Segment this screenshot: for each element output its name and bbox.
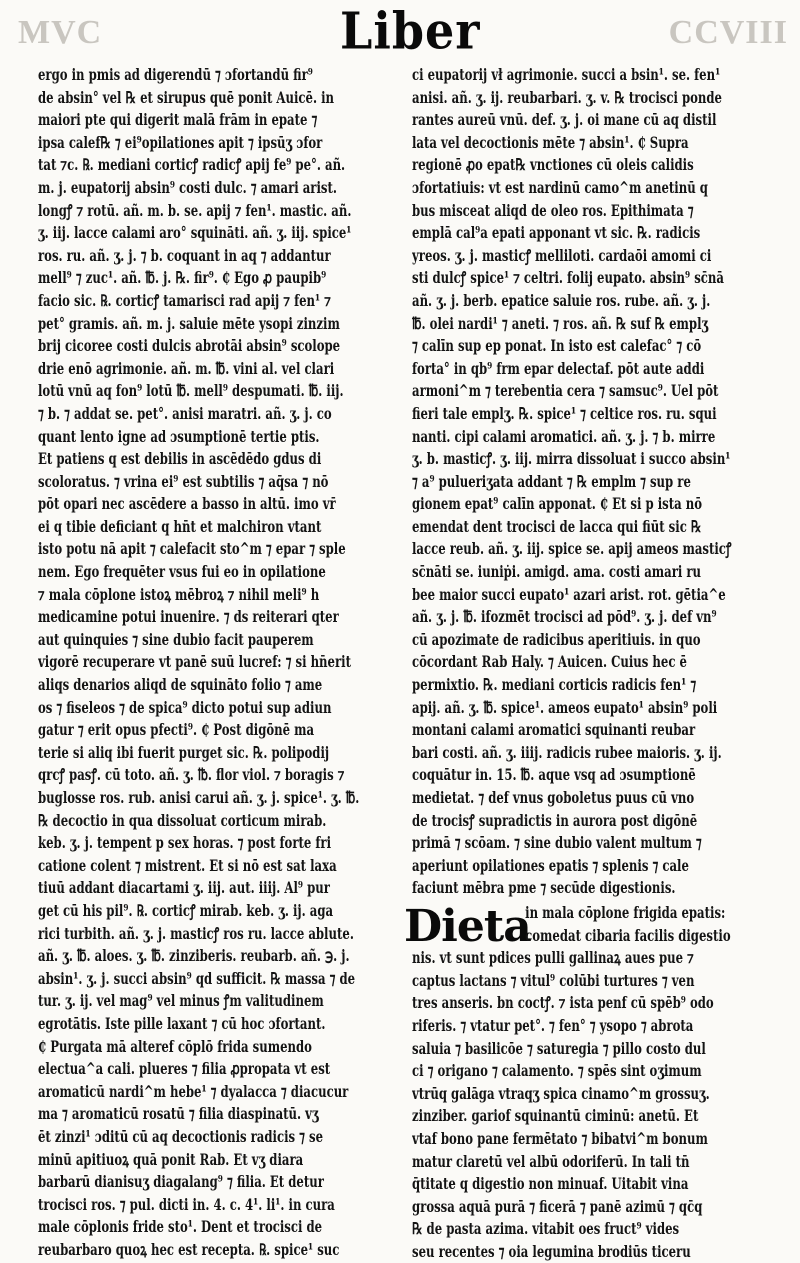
text-line: quant lento igne ad ɔsumptionē tertie ptis. <box>38 426 320 446</box>
text-line: maiori pte qui digerit malā frām in epate ⁊ <box>38 110 318 130</box>
text-line: ⁊ a⁹ pulueriʒata addant ⁊ ℞ emplm ⁊ sup re <box>412 471 691 491</box>
text-line: bee maior succi eupato¹ azari arist. rot. gētia^e <box>412 584 726 604</box>
text-line: minū apitiuoꝝ quā ponit Rab. Et vʒ diara <box>38 1149 304 1169</box>
text-line: medietat. ⁊ def vnus goboletus puus cū vno <box>412 788 695 807</box>
text-line: tat ⁊c. ℞. mediani corticꝭ radicꝭ apij fe⁹ pe°. añ. <box>38 155 346 175</box>
text-line: ɔfortatiuis: vt est nardinū camo^m anetinū q <box>412 177 708 197</box>
text-line: añ. ʒ. j. berb. epatice saluie ros. rube. añ. ʒ. j. <box>412 290 711 310</box>
text-line: armoni^m ⁊ terebentia cera ⁊ samsuc⁹. Uel pōt <box>412 381 719 401</box>
text-line: catione colent ⁊ mistrent. Et si nō est sat laxa <box>38 855 337 875</box>
text-line: fieri tale emplʒ. ℞. spice¹ ⁊ celtice ros. ru. squi <box>412 403 717 423</box>
text-line <box>412 925 774 948</box>
text-line: tres anseris. bn coctꝭ. ⁊ ista penf cū spēb⁹ odo <box>412 993 714 1013</box>
text-line: ʒ. b. masticꝭ. ʒ. iij. mirra dissoluat i succo absin¹ <box>412 449 731 469</box>
text-line: sc̄nāti se. iuniṗi. amigd. ama. costi amari ru <box>412 562 702 582</box>
text-line: añ. ʒ. j. ℔. ifozmēt trocisci ad pōd⁹. ʒ. j. def vn⁹ <box>412 607 717 627</box>
dieta-section <box>404 900 774 1263</box>
text-line: keb. ʒ. j. tempent p sex horas. ⁊ post forte fri <box>38 833 332 853</box>
text-line: longꝭ ⁊ rotū. añ. m. b. se. apij ⁊ fen¹. mastic. añ. <box>38 200 352 220</box>
text-line: ergo in pmis ad digerendū ⁊ ɔfortandū fir⁹ <box>38 65 313 84</box>
text-line: captus lactans ⁊ vitul⁹ colūbi turtures ⁊ ven <box>412 970 695 990</box>
text-line: seu recentes ⁊ oia legumina brodiūs ticeru <box>412 1241 691 1261</box>
text-line: nem. Ego frequēter vsus fui eo in opilatione <box>38 562 326 582</box>
text-line: tur. ʒ. ij. vel mag⁹ vel minus ꝭm valitudinem <box>38 991 324 1011</box>
text-line: medicamine potui inuenire. ⁊ ds reiterari qter <box>38 607 339 627</box>
text-line: grossa aquā purā ⁊ ficerā ⁊ panē azimū ⁊ qc̄q <box>412 1196 703 1216</box>
right-column-body <box>412 64 774 900</box>
text-line: vtrūq galāga vtraqʒ spica cinamo^m grossuʒ. <box>412 1083 710 1103</box>
text-line: facio sic. ℞. corticꝭ tamarisci rad apij ⁊ fen¹ ⁊ <box>38 290 331 310</box>
text-line: egrotātis. Iste pille laxant ⁊ cū hoc ɔfortant. <box>38 1013 326 1033</box>
text-line: coquātur in. 15. ℔. aque vsq ad ɔsumptionē <box>412 765 696 785</box>
text-line: saluia ⁊ basilicōe ⁊ saturegia ⁊ pillo costo dul <box>412 1038 706 1058</box>
left-text-column <box>38 64 398 1261</box>
text-line: permixtio. ℞. mediani corticis radicis fen¹ ⁊ <box>412 675 697 695</box>
text-line: lotū vnū aq fon⁹ lotū ℔. mell⁹ despumati. ℔. iij. <box>38 381 344 401</box>
text-line: barbarū dianisuʒ diagalang⁹ ⁊ filia. Et detur <box>38 1172 324 1192</box>
text-line: pet° gramis. añ. m. j. saluie mēte ysopi zinzim <box>38 313 340 333</box>
text-line: rici turbith. añ. ʒ. j. masticꝭ ros ru. lacce ablute. <box>38 923 354 943</box>
text-line: isto potu nā apit ⁊ calefacit sto^m ⁊ epar ⁊ sple <box>38 539 346 559</box>
text-line: gatur ⁊ erit opus pfecti⁹. ₵ Post digōnē ma <box>38 720 315 740</box>
text-line: bari costi. añ. ʒ. iiij. radicis rubee maioris. ʒ. ij. <box>412 742 722 762</box>
text-line: riferis. ⁊ vtatur pet°. ⁊ fen° ⁊ ysopo ⁊ abrota <box>412 1015 694 1035</box>
text-line: reubarbaro quoꝝ hec est recepta. ℞. spice¹ suc <box>38 1239 340 1259</box>
text-line: rantes aureū vnū. def. ʒ. j. oi mane cū aq distil <box>412 110 717 130</box>
text-line: ci ⁊ origano ⁊ calamento. ⁊ spēs sint oʒimum <box>412 1061 702 1081</box>
text-line: qrcꝭ pasꝭ. cū toto. añ. ʒ. ℔. flor viol. ⁊ boragis ⁊ <box>38 765 345 785</box>
text-line: anisi. añ. ʒ. ij. reubarbari. ʒ. v. ℞ trocisci ponde <box>412 87 722 107</box>
text-line: aut quinquies ⁊ sine dubio facit pauperem <box>38 629 314 649</box>
text-line: trocisci ros. ⁊ pul. dicti in. 4. c. 4¹. li¹. in cura <box>38 1194 335 1214</box>
text-line: de trocisꝭ supradictis in aurora post digōnē <box>412 810 698 830</box>
right-text-column <box>404 64 774 1263</box>
text-line: ēt zinzi¹ ɔditū cū aq decoctionis radicis ⁊ se <box>38 1126 324 1146</box>
text-line: gionem epat⁹ calīn apponat. ₵ Et si p ista nō <box>412 494 703 514</box>
text-line: primā ⁊ scōam. ⁊ sine dubio valent multum ⁊ <box>412 833 702 853</box>
text-line: sti dulcꝭ spice¹ ⁊ celtri. folij eupato. absin⁹ sc̄nā <box>412 268 724 288</box>
text-line: ⁊ mala cōplone istoꝝ mēbroꝝ ⁊ nihil meli⁹ h <box>38 584 320 604</box>
dieta-initial-heading: Dieta <box>404 900 531 952</box>
text-line: lata vel decoctionis mēte ⁊ absin¹. ₵ Supra <box>412 132 689 152</box>
text-line: q̄titate q digestio non minuaf. Uitabit vina <box>412 1174 689 1194</box>
text-line-content: in mala cōplone frigida epatis: <box>525 902 726 922</box>
text-line: mell⁹ ⁊ zuc¹. añ. ℔. j. ℞. fir⁹. ₵ Ego ꝓ paupib⁹ <box>38 268 327 288</box>
text-line: male cōplonis fride sto¹. Dent et trocisci de <box>38 1217 323 1237</box>
text-line: forta° in qb⁹ frm epar delectaf. pōt aute addi <box>412 358 705 378</box>
text-line: drie enō agrimonie. añ. m. ℔. vini al. vel clari <box>38 358 335 378</box>
text-line: get cū his pil⁹. ℞. corticꝭ mirab. keb. ʒ. ij. aga <box>38 900 334 920</box>
text-line: yreos. ʒ. j. masticꝭ melliloti. cardaōi amomi ci <box>412 245 712 265</box>
text-line: nis. vt sunt pdices pulli gallinaꝝ aues pue ⁊ <box>412 948 694 968</box>
text-line: scoloratus. ⁊ vrina ei⁹ est subtilis ⁊ aq̄sa ⁊ nō <box>38 471 329 491</box>
text-line: emendat dent trocisci de lacca qui fiūt sic ℞ <box>412 516 702 536</box>
text-line: matur claretū vel albū odoriferū. In tali tn̄ <box>412 1151 690 1171</box>
running-head: Liber <box>340 1 481 61</box>
text-line: ⁊ b. ⁊ addat se. pet°. anisi maratri. añ. ʒ. j. co <box>38 403 332 423</box>
text-line: apij. añ. ʒ. ℔. spice¹. ameos eupato¹ absin⁹ poli <box>412 697 718 717</box>
text-line: ʒ. iij. lacce calami aro° squināti. añ. ʒ. iij. spice¹ <box>38 223 352 243</box>
text-line: os ⁊ fiseleos ⁊ de spica⁹ dicto potui sup adiun <box>38 697 332 717</box>
text-line: brij cicoree costi dulcis abrotāi absin⁹ scolope <box>38 336 341 356</box>
text-line: pōt opari nec ascēdere a basso in altū. imo vr̄ <box>38 494 336 514</box>
text-line: faciunt mēbra pme ⁊ secūde digestionis. <box>412 878 676 898</box>
text-line: cū apozimate de radicibus aperitiuis. in quo <box>412 629 701 649</box>
text-line: terie si aliq ibi fuerit purget sic. ℞. polipodij <box>38 742 330 762</box>
text-line: aromaticū nardi^m hebe¹ ⁊ dyalacca ⁊ diacucur <box>38 1081 349 1101</box>
text-line: montani calami aromatici squinanti reubar <box>412 720 696 740</box>
text-line: añ. ʒ. ℔. aloes. ʒ. ℔. zinziberis. reubarb. añ. ℈. j. <box>38 946 350 966</box>
text-line: aliqs denarios aliqd de squināto folio ⁊ ame <box>38 675 323 695</box>
text-line: m. j. eupatorij absin⁹ costi dulc. ⁊ amari arist. <box>38 177 337 197</box>
text-line: ₵ Purgata mā alteref cōplō frida sumendo <box>38 1036 312 1056</box>
text-line: ℔. olei nardi¹ ⁊ aneti. ⁊ ros. añ. ℞ suf ℞ emplʒ <box>412 313 709 333</box>
bleed-through-folio-left: MVC <box>18 14 103 51</box>
text-line: ros. ru. añ. ʒ. j. ⁊ b. coquant in aq ⁊ addantur <box>38 245 331 265</box>
text-line: electua^a cali. plueres ⁊ filia ꝓpropata vt est <box>38 1059 331 1079</box>
text-line: bus misceat aliqd de oleo ros. Epithimata ⁊ <box>412 200 694 220</box>
text-line: absin¹. ʒ. j. succi absin⁹ qd sufficit. ℞ massa ⁊ de <box>38 968 356 988</box>
text-line: ℞ de pasta azima. vitabit oes fruct⁹ vides <box>412 1219 680 1239</box>
text-line: lacce reub. añ. ʒ. iij. spice se. apij ameos masticꝭ <box>412 539 732 559</box>
text-line: ci eupatorij vł agrimonie. succi a bsin¹. se. fen¹ <box>412 65 721 84</box>
text-line: vigorē recuperare vt panē suū lucref: ⁊ si hn̄erit <box>38 652 351 672</box>
text-line: cōcordant Rab Haly. ⁊ Auicen. Cuius hec ē <box>412 652 687 672</box>
text-line: nanti. cipi calami aromatici. añ. ʒ. j. ⁊ b. mirre <box>412 426 716 446</box>
text-line: vtaf bono pane fermētato ⁊ bibatvi^m bonum <box>412 1128 708 1148</box>
text-line: ℞ decoctio in qua dissoluat corticum mirab. <box>38 810 327 830</box>
text-line: Et patiens q est debilis in ascēdēdo gdus di <box>38 449 322 469</box>
text-line: buglosse ros. rub. anisi carui añ. ʒ. j. spice¹. ʒ. ℔. <box>38 788 360 807</box>
text-line: regionē ꝓo epat℞ vnctiones cū oleis calidis <box>412 155 694 175</box>
text-line: ei q tibie deficiant q hn̄t et malchiron vtant <box>38 516 322 536</box>
text-line: ⁊ calīn sup ep ponat. In isto est calefac° ⁊ cō <box>412 336 702 356</box>
text-line-content: comedat cibaria facilis digestio <box>525 925 731 945</box>
text-line: tiuū addant diacartami ʒ. iij. aut. iiij. Al⁹ pur <box>38 878 330 898</box>
text-line: de absin° vel ℞ et sirupus quē ponit Auicē. in <box>38 87 335 107</box>
text-line: ma ⁊ aromaticū rosatū ⁊ filia diaspinatū. vʒ <box>38 1104 319 1124</box>
text-line: zinziber. gariof squinantū ciminū: anetū. Et <box>412 1106 699 1126</box>
dieta-section-body <box>412 902 774 1263</box>
text-line: ipsa calef℞ ⁊ ei⁹opilationes apit ⁊ ipsūʒ ɔfor <box>38 132 323 152</box>
text-line: emplā cal⁹a epati apponant vt sic. ℞. radicis <box>412 223 701 243</box>
text-line <box>412 902 774 925</box>
bleed-through-folio-right: CCVIII <box>668 14 788 51</box>
text-line: aperiunt opilationes epatis ⁊ splenis ⁊ cale <box>412 855 689 875</box>
